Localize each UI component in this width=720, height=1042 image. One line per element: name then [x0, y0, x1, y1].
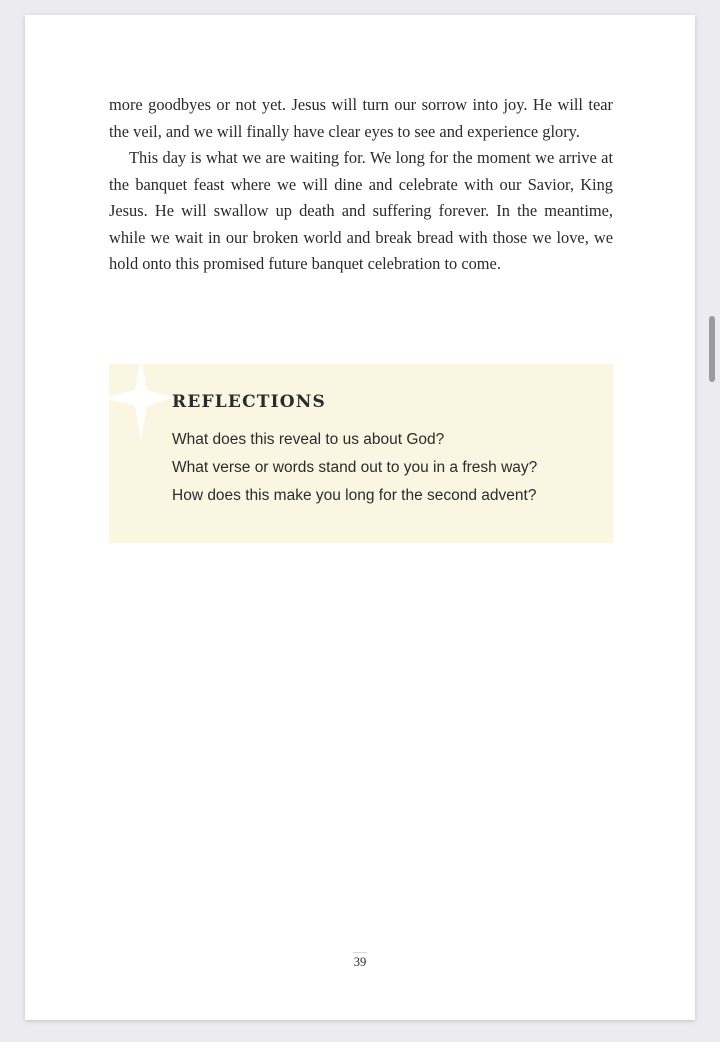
- body-text: [109, 92, 613, 278]
- document-page: [25, 15, 695, 1020]
- page-number-label: 39: [353, 952, 367, 970]
- scrollbar-track[interactable]: [707, 0, 717, 1042]
- reflections-title: REFLECTIONS: [172, 392, 327, 412]
- reflection-question-3: How does this make you long for the second advent?: [172, 487, 537, 504]
- reflection-question-2: What verse or words stand out to you in a fresh way?: [172, 459, 538, 476]
- paragraph-1: more goodbyes or not yet. Jesus will turn our sorrow into joy. He will tear the veil, and we will finally have clear eyes to see and experience glory.: [109, 95, 613, 141]
- reflections-box: [109, 364, 613, 543]
- scrollbar-thumb[interactable]: [709, 316, 715, 382]
- reflection-questions: [172, 426, 537, 510]
- paragraph-2: This day is what we are waiting for. We long for the moment we arrive at the banquet feast where we will dine and celebrate with our Savior, King Jesus. He will swallow up death and suffering forever. In the meantime, while we wait in our broken world and break bread with those we love, we hold onto this promised future banquet celebration to come.: [109, 148, 613, 273]
- star-icon: [109, 364, 173, 440]
- page-number: [25, 952, 695, 970]
- reflection-question-1: What does this reveal to us about God?: [172, 431, 445, 448]
